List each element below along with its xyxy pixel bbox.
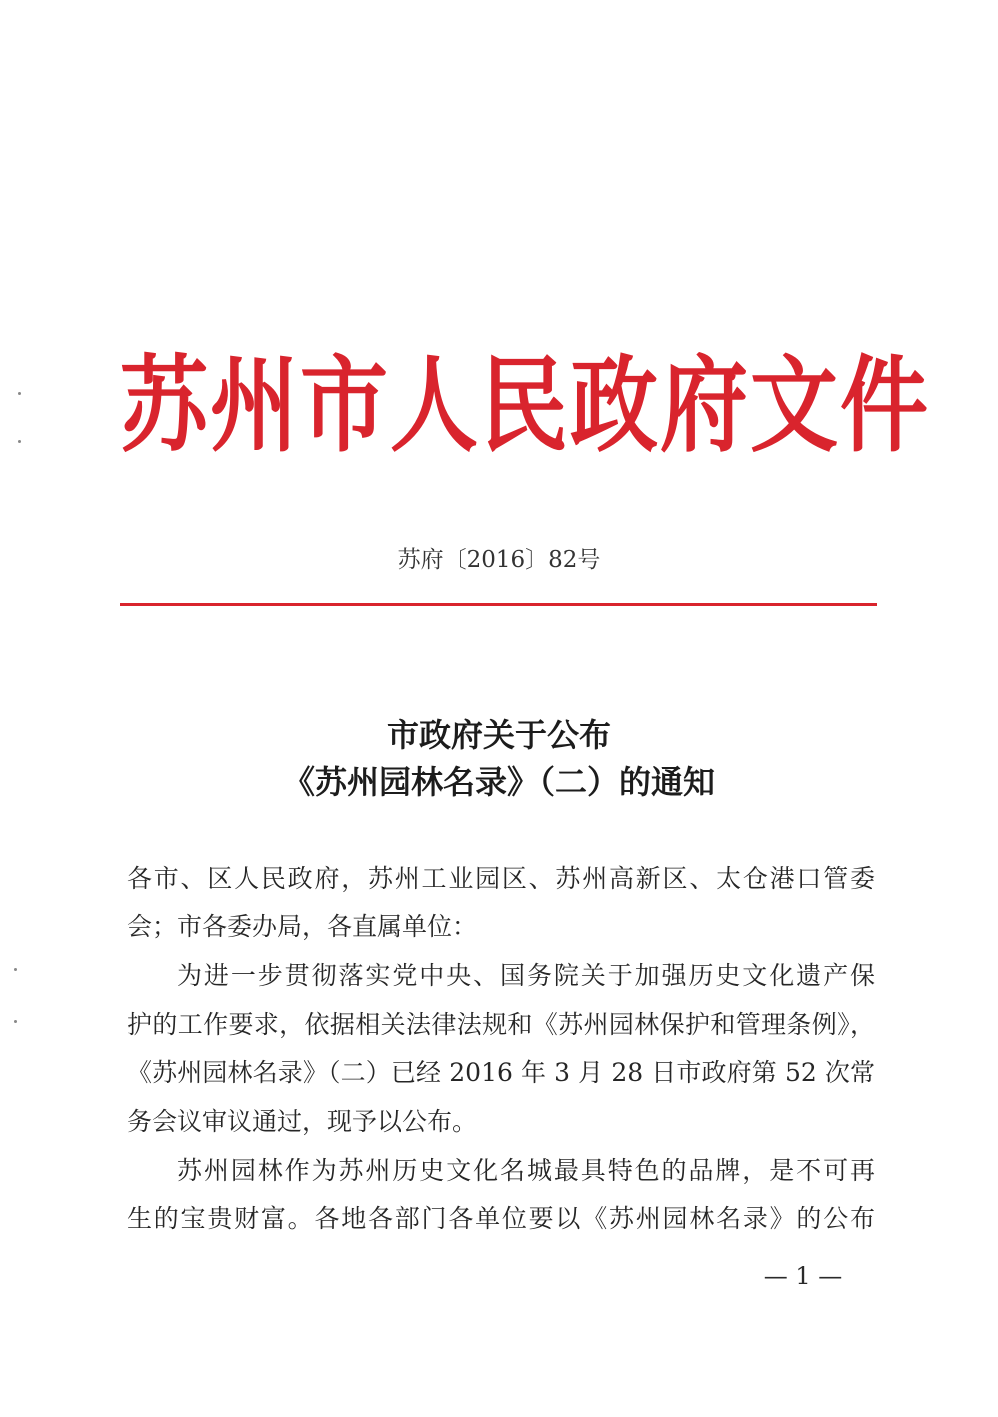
body-line-paragraph1-3: 《苏州园林名录》（二）已经 2016 年 3 月 28 日市政府第 52 次常 [127,1058,875,1087]
scan-speck [14,968,17,971]
notice-title-line-1: 市政府关于公布 [386,716,611,754]
scan-speck [14,1020,17,1023]
document-number: 苏府〔2016〕82号 [397,547,601,573]
page-number: — 1 — [763,1262,843,1290]
scan-speck [18,440,21,443]
body-line-paragraph1-2: 护的工作要求，依据相关法律法规和《苏州园林保护和管理条例》， [127,1010,875,1039]
red-divider-line [120,603,877,606]
notice-title-line-2: 《苏州园林名录》（二）的通知 [282,763,715,801]
body-line-paragraph1-4: 务会议审议通过，现予以公布。 [127,1107,478,1136]
body-line-recipients-1: 各市、区人民政府，苏州工业园区、苏州高新区、太仓港口管委 [127,864,875,893]
body-line-paragraph1-1: 为进一步贯彻落实党中央、国务院关于加强历史文化遗产保 [177,961,875,990]
document-masthead: 苏州市人民政府文件 [120,343,931,467]
scan-speck [18,392,21,395]
body-line-recipients-2: 会；市各委办局，各直属单位： [127,912,478,941]
body-line-paragraph2-1: 苏州园林作为苏州历史文化名城最具特色的品牌，是不可再 [177,1156,875,1185]
body-line-paragraph2-2: 生的宝贵财富。各地各部门各单位要以《苏州园林名录》的公布 [127,1204,875,1233]
